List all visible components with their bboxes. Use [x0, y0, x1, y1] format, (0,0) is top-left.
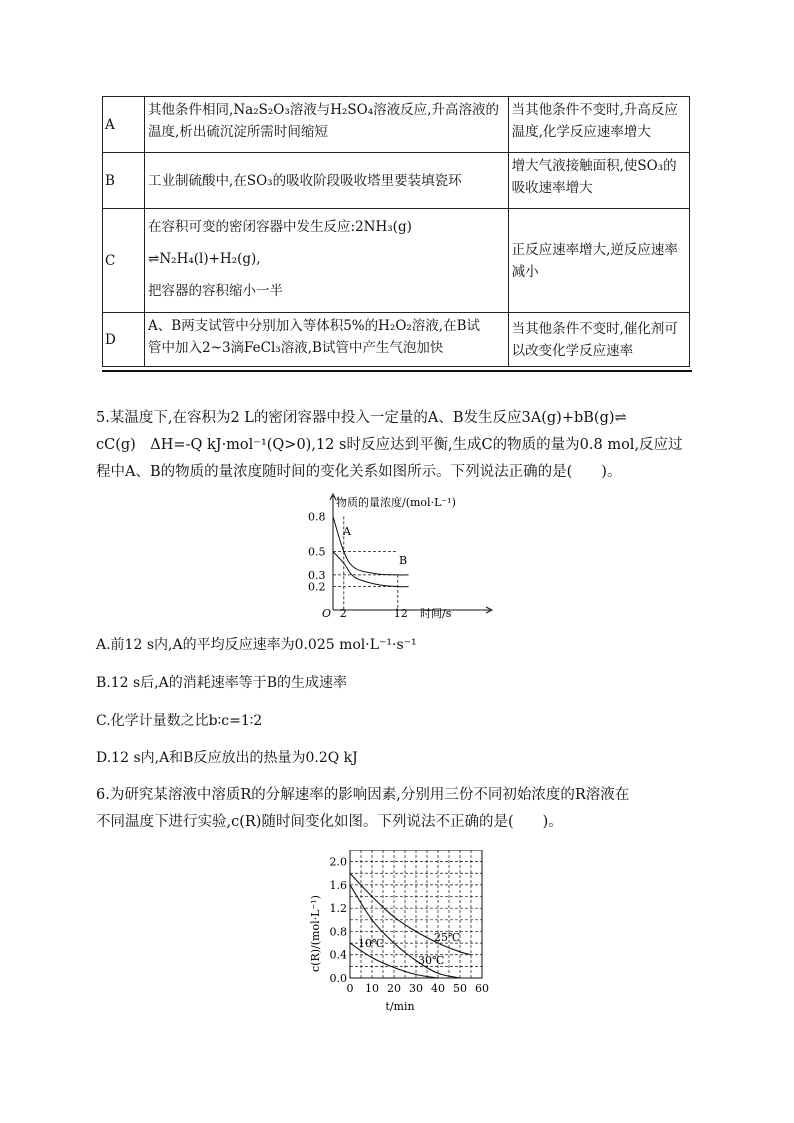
row-explanation: 增大气液接触面积,使SO₃的 吸收速率增大 [508, 153, 689, 209]
x-tick-label: 2 [339, 607, 347, 620]
row-label: C [103, 209, 145, 313]
options-table [102, 96, 690, 367]
table-row [103, 153, 690, 209]
x-axis-label: 时间/s [420, 607, 452, 620]
row-statement: 其他条件相同,Na₂S₂O₃溶液与H₂SO₄溶液反应,升高溶液的 温度,析出硫沉淀所需时间缩短 [145, 97, 509, 153]
x-tick-label: 50 [453, 982, 467, 995]
series-label-b: B [399, 554, 408, 567]
series-label-25c: 25℃ [434, 931, 461, 944]
question-5-stem: 5.某温度下,在容积为2 L的密闭容器中投入一定量的A、B发生反应3A(g)+bB(g)⇌ cC(g) ΔH=-Q kJ·mol⁻¹(Q>0),12 s时反应达到平衡,生成C的物质的量为0.8 mol,反应过 程中A、B的物质的量浓度随时间的变化关系如图所示。下列说法正确的是( )。 [96, 410, 683, 480]
row-explanation: 当其他条件不变时,升高反应 温度,化学反应速率增大 [508, 97, 689, 153]
series-label-30c: 30℃ [418, 954, 445, 967]
row-explanation: 正反应速率增大,逆反应速率 减小 [508, 209, 689, 313]
series-B-line [333, 552, 409, 587]
x-tick-label: 40 [431, 982, 445, 995]
x-tick-label: 60 [475, 982, 489, 995]
row-statement: 工业制硫酸中,在SO₃的吸收阶段吸收塔里要装填瓷环 [145, 153, 509, 209]
row-statement: 在容积可变的密闭容器中发生反应:2NH₃(g) ⇌N₂H₄(l)+H₂(g), 把容器的容积缩小一半 [145, 209, 509, 313]
question-6-chart [300, 850, 500, 1020]
y-tick-label: 2.0 [329, 855, 347, 869]
y-tick-label: 0.8 [329, 925, 347, 939]
y-tick-label: 1.6 [329, 878, 347, 892]
question-5-chart [300, 490, 500, 622]
x-tick-label: 30 [409, 982, 423, 995]
question-5-option-a: A.前12 s内,A的平均反应速率为0.025 mol·L⁻¹·s⁻¹ [96, 637, 417, 653]
y-tick-label: 0.3 [308, 568, 326, 582]
table-row [103, 209, 690, 313]
question-6-stem: 6.为研究某溶液中溶质R的分解速率的影响因素,分别用三份不同初始浓度的R溶液在 不同温度下进行实验,c(R)随时间变化如图。下列说法不正确的是( )。 [96, 787, 630, 830]
plot-frame [350, 850, 482, 978]
x-tick-label: 20 [387, 982, 401, 995]
question-5-option-b: B.12 s后,A的消耗速率等于B的生成速率 [96, 675, 348, 691]
row-statement: A、B两支试管中分别加入等体积5%的H₂O₂溶液,在B试 管中加入2~3滴FeCl₃溶液,B试管中产生气泡加快 [145, 313, 509, 367]
series-label-a: A [343, 525, 351, 538]
row-label: B [103, 153, 145, 209]
series-label-10c: 10℃ [358, 937, 385, 950]
y-tick-label: 0.4 [329, 948, 347, 962]
table-row [103, 97, 690, 153]
x-axis-label: t/min [385, 1000, 415, 1013]
table-row [103, 313, 690, 367]
y-axis-label: 物质的量浓度/(mol·L⁻¹) [336, 496, 456, 509]
x-tick-label: 10 [365, 982, 379, 995]
y-tick-label: 0.0 [329, 972, 347, 985]
x-tick-label: 12 [393, 607, 408, 620]
y-tick-label: 0.5 [308, 545, 326, 559]
origin-label: O [322, 607, 332, 620]
y-tick-label: 0.8 [308, 510, 326, 524]
y-axis-label: c(R)/(mol·L⁻¹) [309, 895, 322, 972]
table-bottom-rule [102, 370, 692, 372]
question-5-option-c: C.化学计量数之比b∶c=1∶2 [96, 713, 263, 729]
question-5-option-d: D.12 s内,A和B反应放出的热量为0.2Q kJ [96, 750, 358, 766]
row-explanation: 当其他条件不变时,催化剂可 以改变化学反应速率 [508, 313, 689, 367]
row-label: A [103, 97, 145, 153]
y-tick-label: 0.2 [308, 580, 326, 594]
row-label: D [103, 313, 145, 367]
x-tick-label: 0 [346, 982, 354, 995]
y-tick-label: 1.2 [329, 902, 347, 916]
